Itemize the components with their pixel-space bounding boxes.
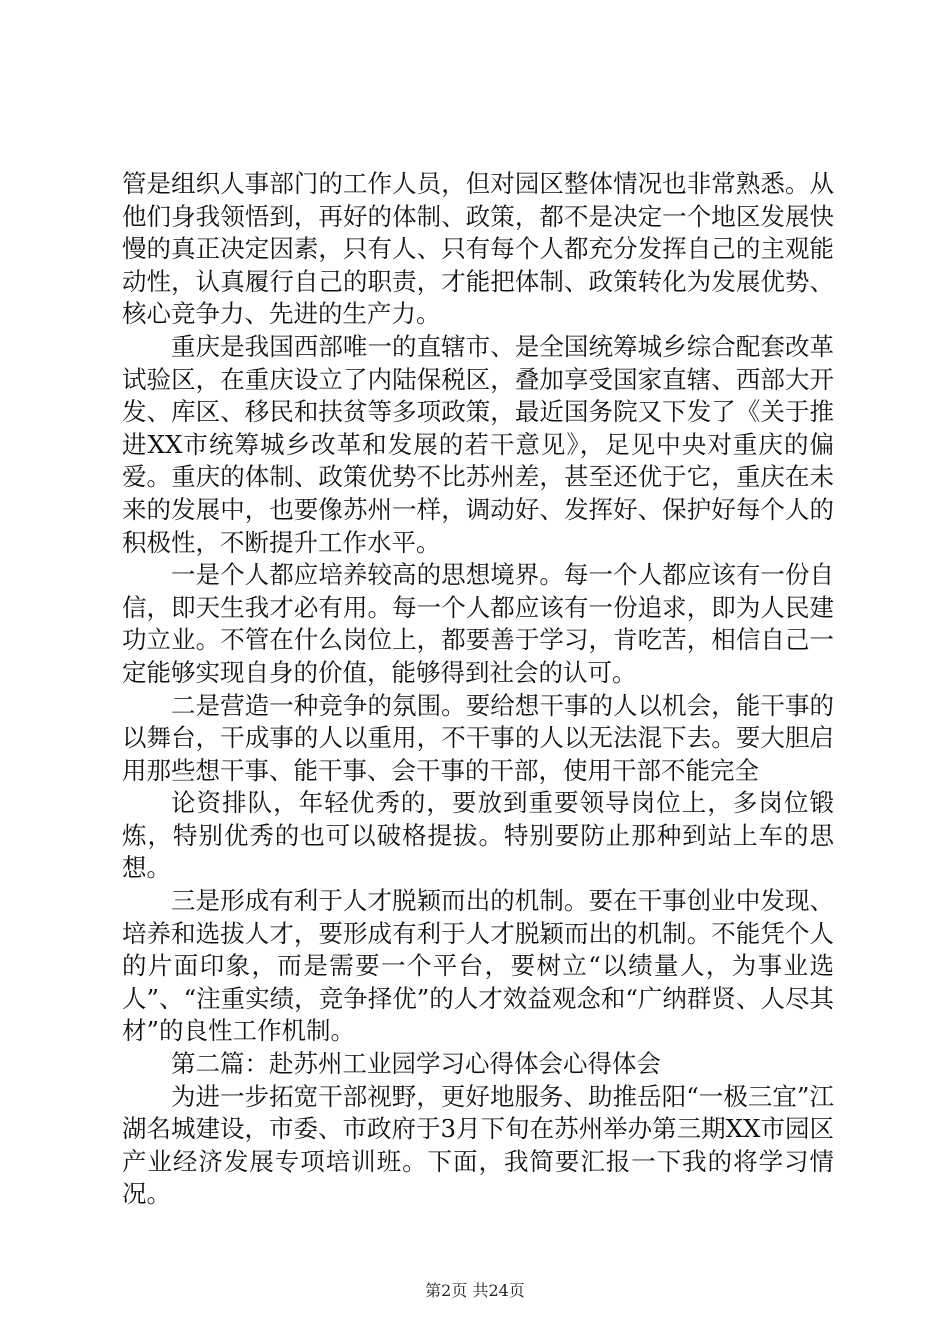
- paragraph-1: 管是组织人事部门的工作人员，但对园区整体情况也非常熟悉。从他们身我领悟到，再好的体制、政策，都不是决定一个地区发展快慢的真正决定因素，只有人、只有每个人都充分发挥自己的主观能动性，认真履行自己的职责，才能把体制、政策转化为发展优势、核心竞争力、先进的生产力。: [122, 169, 834, 329]
- paragraph-2: 重庆是我国西部唯一的直辖市、是全国统筹城乡综合配套改革试验区，在重庆设立了内陆保税区，叠加享受国家直辖、西部大开发、库区、移民和扶贫等多项政策，最近国务院又下发了《关于推进XX市统筹城乡改革和发展的若干意见》，足见中央对重庆的偏爱。重庆的体制、政策优势不比苏州差，甚至还优于它，重庆在未来的发展中，也要像苏州一样，调动好、发挥好、保护好每个人的积极性，不断提升工作水平。: [122, 331, 834, 557]
- paragraph-3: 一是个人都应培养较高的思想境界。每一个人都应该有一份自信，即天生我才必有用。每一个人都应该有一份追求，即为人民建功立业。不管在什么岗位上，都要善于学习，肯吃苦，相信自己一定能够实现自身的价值，能够得到社会的认可。: [122, 560, 834, 687]
- section-heading: 第二篇：赴苏州工业园学习心得体会心得体会: [171, 1049, 661, 1079]
- page-number-footer: 第2页 共24页: [425, 1281, 525, 1300]
- paragraph-5: 论资排队，年轻优秀的，要放到重要领导岗位上，多岗位锻炼，特别优秀的也可以破格提拔。特别要防止那种到站上车的思想。: [122, 788, 834, 883]
- document-body: [122, 168, 834, 1211]
- paragraph-4: 二是营造一种竞争的氛围。要给想干事的人以机会，能干事的以舞台，干成事的人以重用，不干事的人以无法混下去。要大胆启用那些想干事、能干事、会干事的干部，使用干部不能完全: [122, 690, 834, 785]
- paragraph-7: 为进一步拓宽干部视野，更好地服务、助推岳阳“一极三宜”江湖名城建设，市委、市政府于3月下旬在苏州举办第三期XX市园区产业经济发展专项培训班。下面，我简要汇报一下我的将学习情况。: [122, 1081, 834, 1209]
- paragraph-6: 三是形成有利于人才脱颖而出的机制。要在干事创业中发现、培养和选拔人才，要形成有利于人才脱颖而出的机制。不能凭个人的片面印象，而是需要一个平台，要树立“以绩量人，为事业选人”、“注重实绩，竞争择优”的人才效益观念和“广纳群贤、人尽其材”的良性工作机制。: [122, 886, 834, 1046]
